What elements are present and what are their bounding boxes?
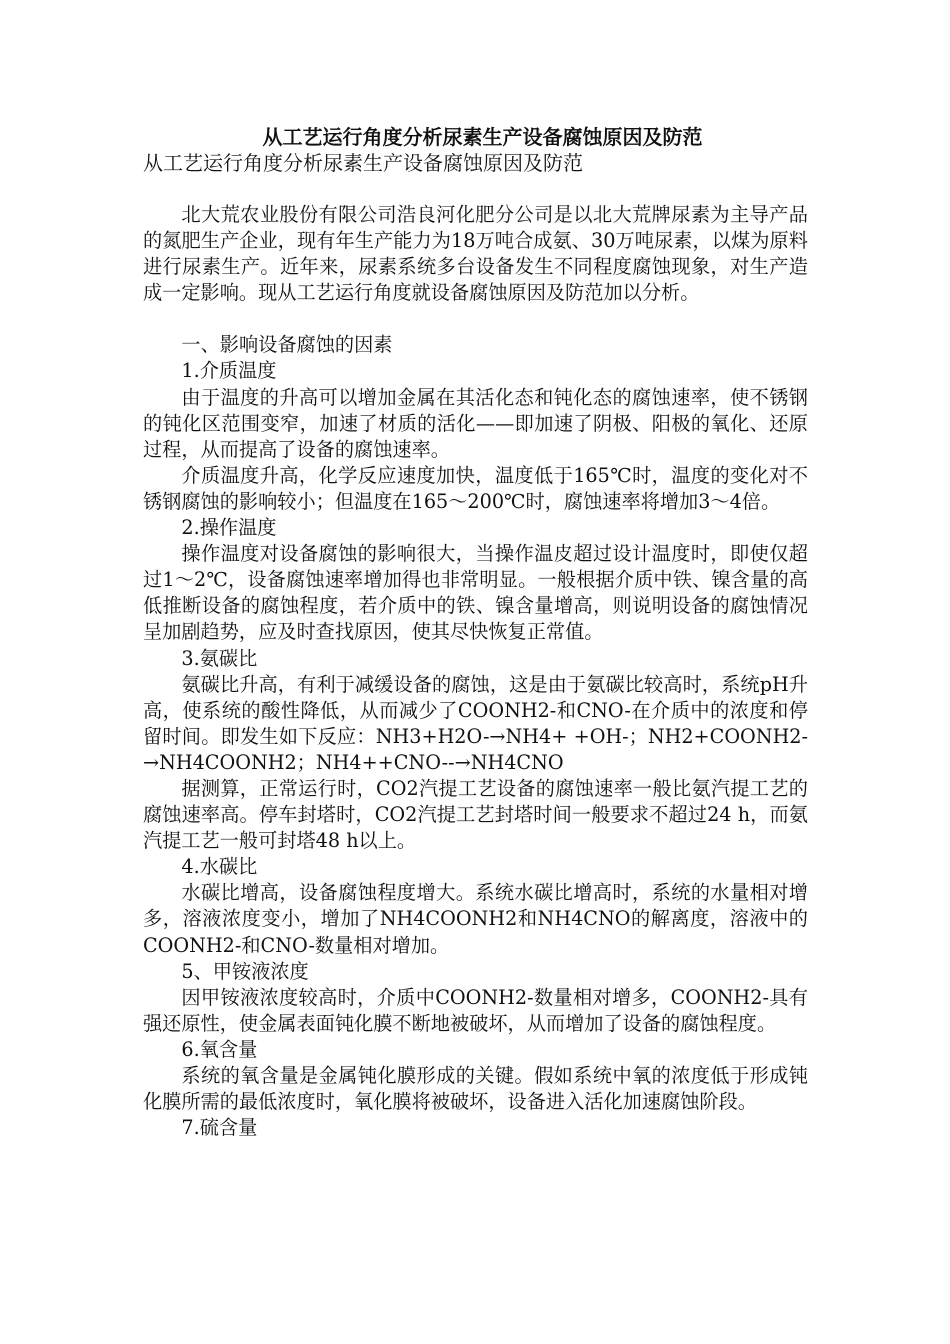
subheading-ammonia-carbon-ratio: 3.氨碳比 — [181, 646, 258, 670]
paragraph-temperature-b: 介质温度升高，化学反应速度加快，温度低于165℃时，温度的变化对不锈钢腐蚀的影响较小；但温度在165～200℃时，腐蚀速率将增加3～4倍。 — [143, 463, 808, 513]
paragraph-operating-temperature: 操作温度对设备腐蚀的影响很大，当操作温皮超过设计温度时，即使仅超过1～2℃，设备腐蚀速率增加得也非常明显。一般根据介质中铁、镍含量的高低推断设备的腐蚀程度，若介质中的铁、镍含量增高，则说明设备的腐蚀情况呈加剧趋势，应及时查找原因，使其尽快恢复正常值。 — [143, 542, 808, 644]
section-heading: 一、影响设备腐蚀的因素 — [181, 333, 393, 357]
intro-paragraph: 北大荒农业股份有限公司浩良河化肥分公司是以北大荒牌尿素为主导产品的氮肥生产企业，现有年生产能力为18万吨合成氨、30万吨尿素，以煤为原料进行尿素生产。近年来，尿素系统多台设备发生不同程度腐蚀现象，对生产造成一定影响。现从工艺运行角度就设备腐蚀原因及防范加以分析。 — [143, 203, 808, 305]
document-title: 从工艺运行角度分析尿素生产设备腐蚀原因及防范 — [262, 125, 703, 149]
subheading-carbamate-concentration: 5、甲铵液浓度 — [181, 959, 309, 983]
paragraph-oxygen-content: 系统的氧含量是金属钝化膜形成的关键。假如系统中氧的浓度低于形成钝化膜所需的最低浓度时，氧化膜将被破坏，设备进入活化加速腐蚀阶段。 — [143, 1064, 808, 1114]
subheading-oxygen-content: 6.氧含量 — [181, 1037, 258, 1061]
paragraph-carbamate-concentration: 因甲铵液浓度较高时，介质中COONH2-数量相对增多，COONH2-具有强还原性，使金属表面钝化膜不断地被破坏，从而增加了设备的腐蚀程度。 — [143, 985, 808, 1035]
spacer — [143, 306, 808, 332]
subheading-operating-temperature: 2.操作温度 — [181, 516, 277, 540]
subheading-water-carbon-ratio: 4.水碳比 — [181, 855, 258, 879]
document-subtitle: 从工艺运行角度分析尿素生产设备腐蚀原因及防范 — [143, 151, 583, 175]
subheading-sulfur-content: 7.硫含量 — [181, 1116, 258, 1140]
paragraph-ammonia-carbon-ratio-a: 氨碳比升高，有利于减缓设备的腐蚀，这是由于氨碳比较高时，系统pH升高，使系统的酸性降低，从而减少了COONH2-和CNO-在介质中的浓度和停留时间。即发生如下反应：NH3+H2O-→NH4+ +OH-；NH2+COONH2-→NH4COONH2；NH4++CNO--→NH4CNO — [143, 672, 808, 774]
document-page — [143, 124, 808, 1141]
paragraph-temperature-a: 由于温度的升高可以增加金属在其活化态和钝化态的腐蚀速率，使不锈钢的钝化区范围变窄，加速了材质的活化——即加速了阴极、阳极的氧化、还原过程，从而提高了设备的腐蚀速率。 — [143, 385, 808, 461]
subheading-temperature: 1.介质温度 — [181, 359, 277, 383]
paragraph-ammonia-carbon-ratio-b: 据测算，正常运行时，CO2汽提工艺设备的腐蚀速率一般比氨汽提工艺的腐蚀速率高。停车封塔时，CO2汽提工艺封塔时间一般要求不超过24 h，而氨汽提工艺一般可封塔48 h以上。 — [143, 776, 808, 853]
paragraph-water-carbon-ratio: 水碳比增高，设备腐蚀程度增大。系统水碳比增高时，系统的水量相对增多，溶液浓度变小，增加了NH4COONH2和NH4CNO的解离度，溶液中的COONH2-和CNO-数量相对增加。 — [143, 881, 808, 957]
